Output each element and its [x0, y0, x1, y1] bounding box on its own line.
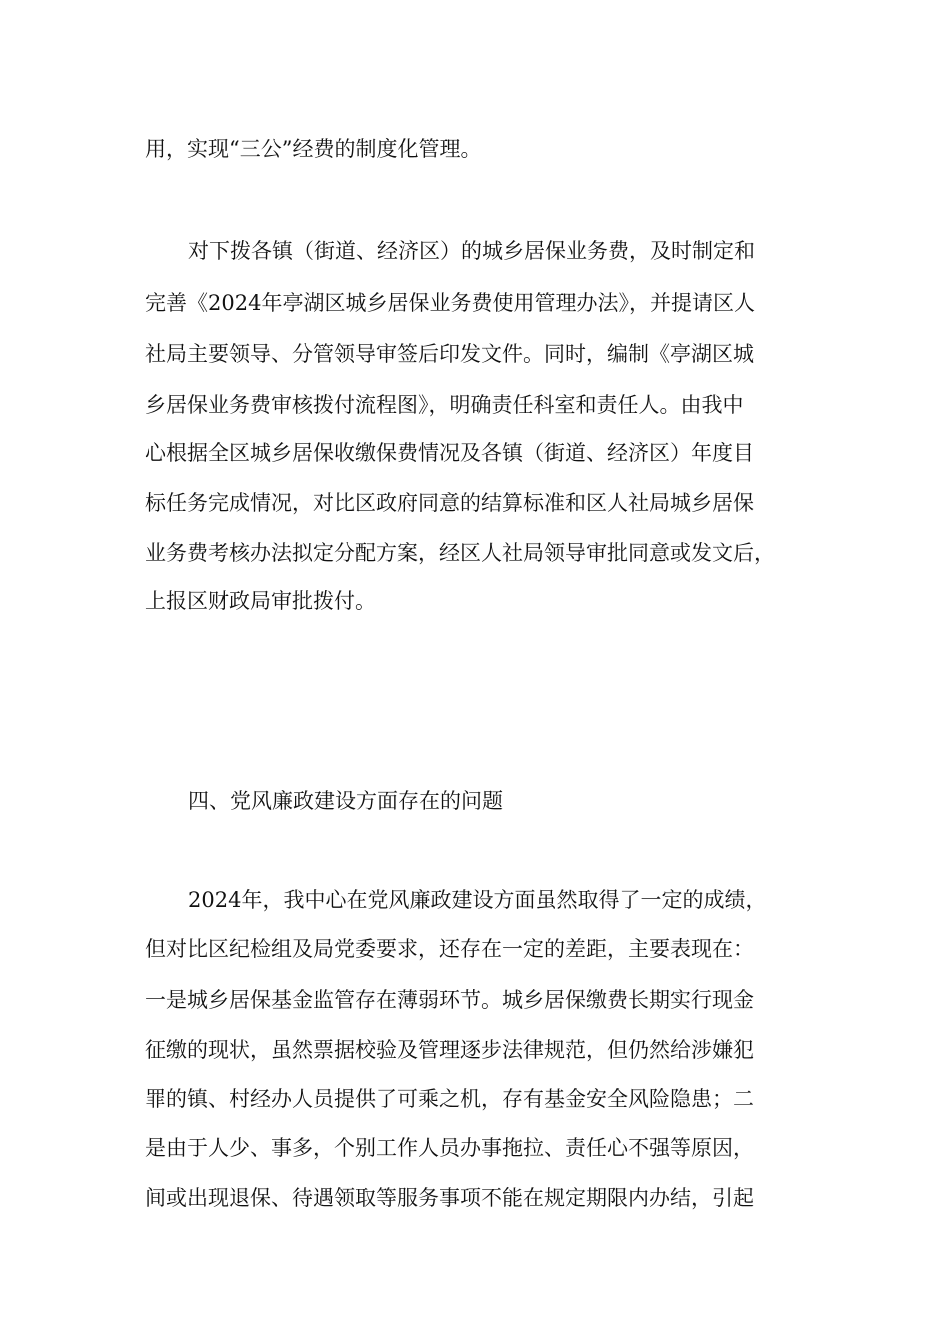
paragraph-3-line-6: 是由于人少、事多，个别工作人员办事拖拉、责任心不强等原因， — [145, 1136, 754, 1160]
paragraph-2-line-2: 完善《2024年亭湖区城乡居保业务费使用管理办法》，并提请区人 — [145, 291, 755, 315]
paragraph-1-line-1: 用，实现“三公”经费的制度化管理。 — [145, 137, 482, 161]
paragraph-3-line-4: 征缴的现状，虽然票据校验及管理逐步法律规范，但仍然给涉嫌犯 — [145, 1038, 754, 1062]
paragraph-3-line-3: 一是城乡居保基金监管存在薄弱环节。城乡居保缴费长期实行现金 — [145, 988, 754, 1012]
paragraph-2-line-6: 标任务完成情况，对比区政府同意的结算标准和区人社局城乡居保 — [145, 491, 754, 515]
paragraph-2-line-7: 业务费考核办法拟定分配方案，经区人社局领导审批同意或发文后， — [145, 541, 775, 565]
paragraph-3-line-2: 但对比区纪检组及局党委要求，还存在一定的差距，主要表现在： — [145, 937, 754, 961]
paragraph-3-line-7: 间或出现退保、待遇领取等服务事项不能在规定期限内办结，引起 — [145, 1186, 754, 1210]
paragraph-2-line-4: 乡居保业务费审核拨付流程图》，明确责任科室和责任人。由我中 — [145, 393, 744, 417]
section-heading: 四、党风廉政建设方面存在的问题 — [188, 789, 503, 813]
paragraph-2-line-5: 心根据全区城乡居保收缴保费情况及各镇（街道、经济区）年度目 — [145, 441, 754, 465]
paragraph-2-line-3: 社局主要领导、分管领导审签后印发文件。同时，编制《亭湖区城 — [145, 342, 754, 366]
paragraph-3-line-1: 2024年，我中心在党风廉政建设方面虽然取得了一定的成绩， — [188, 888, 767, 912]
paragraph-2-line-8: 上报区财政局审批拨付。 — [145, 589, 376, 613]
paragraph-2-line-1: 对下拨各镇（街道、经济区）的城乡居保业务费，及时制定和 — [188, 239, 755, 263]
paragraph-3-line-5: 罪的镇、村经办人员提供了可乘之机，存有基金安全风险隐患；二 — [145, 1087, 754, 1111]
